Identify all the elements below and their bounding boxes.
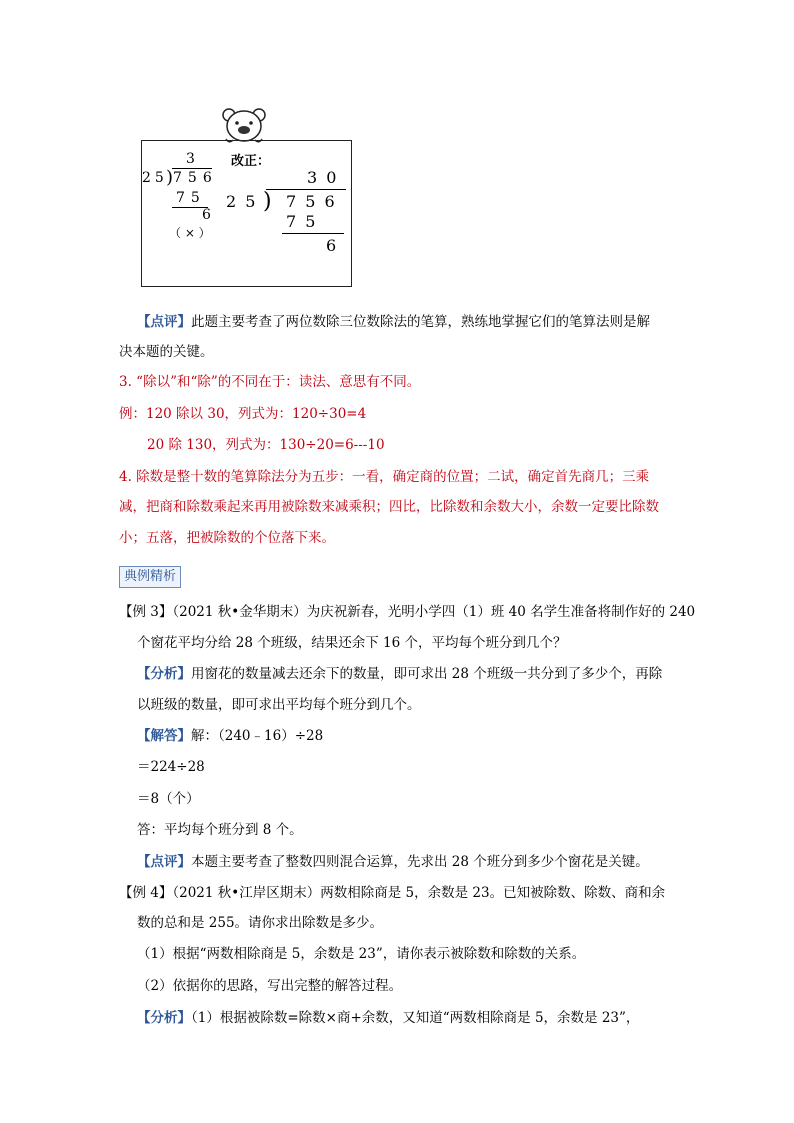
left-remainder: 6	[202, 207, 217, 223]
right-remainder: 6	[326, 236, 337, 255]
ex3-comment	[137, 852, 649, 872]
ex3-answer-line3: ＝8（个）	[137, 791, 200, 807]
comment1-line1	[137, 312, 650, 332]
ex3-answer-line4: 答：平均每个班分到 8 个。	[137, 822, 303, 838]
correction-label: 改正：	[231, 154, 271, 169]
point4-line2: 减，把商和除数乘起来再用被除数来减乘积；四比，比除数和余数大小，余数一定要比除数	[119, 499, 659, 515]
division-correction-figure	[141, 140, 352, 287]
left-divisor: 25	[142, 170, 168, 186]
ex4-analysis-line1	[137, 1008, 639, 1028]
comment-text: 此题主要考查了两位数除三位数除法的笔算，熟练地掌握它们的笔算法则是解	[191, 314, 650, 330]
ex3-line2: 个窗花平均分给 28 个班级，结果还余下 16 个，平均每个班分到几个？	[137, 635, 567, 651]
ex3-analysis-line1	[137, 664, 662, 684]
ex4-question1: （1）根据“两数相除商是 5，余数是 23”，请你表示被除数和除数的关系。	[137, 946, 586, 962]
answer-tag: 【解答】	[137, 728, 191, 744]
ex4-question2: （2）依据你的思路，写出完整的解答过程。	[137, 978, 403, 994]
ex3-line1: 【例 3】（2021 秋•金华期末）为庆祝新春，光明小学四（1）班 40 名学生准备将制作好的 240	[119, 604, 696, 620]
right-division-bar	[266, 189, 346, 190]
ex3-analysis-line2: 以班级的数量，即可求出平均每个班分到几个。	[137, 697, 421, 713]
ex4-line2: 数的总和是 255。请你求出除数是多少。	[137, 915, 384, 931]
comment-tag: 【点评】	[137, 854, 191, 870]
left-division-bar	[172, 168, 212, 169]
right-quotient: 3 0	[307, 168, 339, 187]
left-dividend: 756	[173, 170, 218, 186]
ex3-answer-line1	[137, 726, 323, 746]
comment-tag: 【点评】	[137, 314, 191, 330]
point4-line1: 4. 除数是整十数的笔算除法分为五步：一看，确定商的位置；二试，确定首先商几；三乘	[119, 469, 650, 485]
comment-text: 本题主要考查了整数四则混合运算，先求出 28 个班分到多少个窗花是关键。	[191, 854, 649, 870]
ex4-line1: 【例 4】（2021 秋•江岸区期末）两数相除商是 5，余数是 23。已知被除数、除数、商和余	[119, 885, 666, 901]
point4-line3: 小；五落，把被除数的个位落下来。	[119, 530, 335, 546]
ex3-answer-line2: ＝224÷28	[137, 759, 205, 775]
left-product: 75	[176, 190, 206, 206]
point3-line1: 3. “除以”和“除”的不同在于：读法、意思有不同。	[119, 374, 421, 390]
left-bracket: )	[166, 167, 174, 188]
right-subtract-line	[282, 233, 344, 234]
analysis-text: 用窗花的数量减去还余下的数量，即可求出 28 个班级一共分到了多少个，再除	[191, 666, 663, 682]
section-title-badge: 典例精析	[119, 566, 181, 588]
comment1-line2: 决本题的关键。	[119, 344, 214, 360]
point3-line2: 例：120 除以 30，列式为：120÷30=4	[119, 406, 367, 422]
left-quotient: 3	[186, 151, 201, 167]
analysis-tag: 【分析】	[137, 1010, 191, 1026]
answer-text: 解：（240﹣16）÷28	[191, 728, 324, 744]
analysis-text: （1）根据被除数=除数×商+余数，又知道“两数相除商是 5，余数是 23”，	[191, 1010, 640, 1026]
wrong-mark: （ × ）	[169, 226, 211, 240]
right-bracket: )	[263, 189, 272, 214]
right-divisor: 2 5	[226, 192, 258, 211]
right-dividend: 7 5 6	[286, 192, 337, 211]
point3-line3: 20 除 130，列式为：130÷20=6---10	[147, 437, 385, 453]
right-product: 7 5	[286, 212, 318, 231]
analysis-tag: 【分析】	[137, 666, 191, 682]
